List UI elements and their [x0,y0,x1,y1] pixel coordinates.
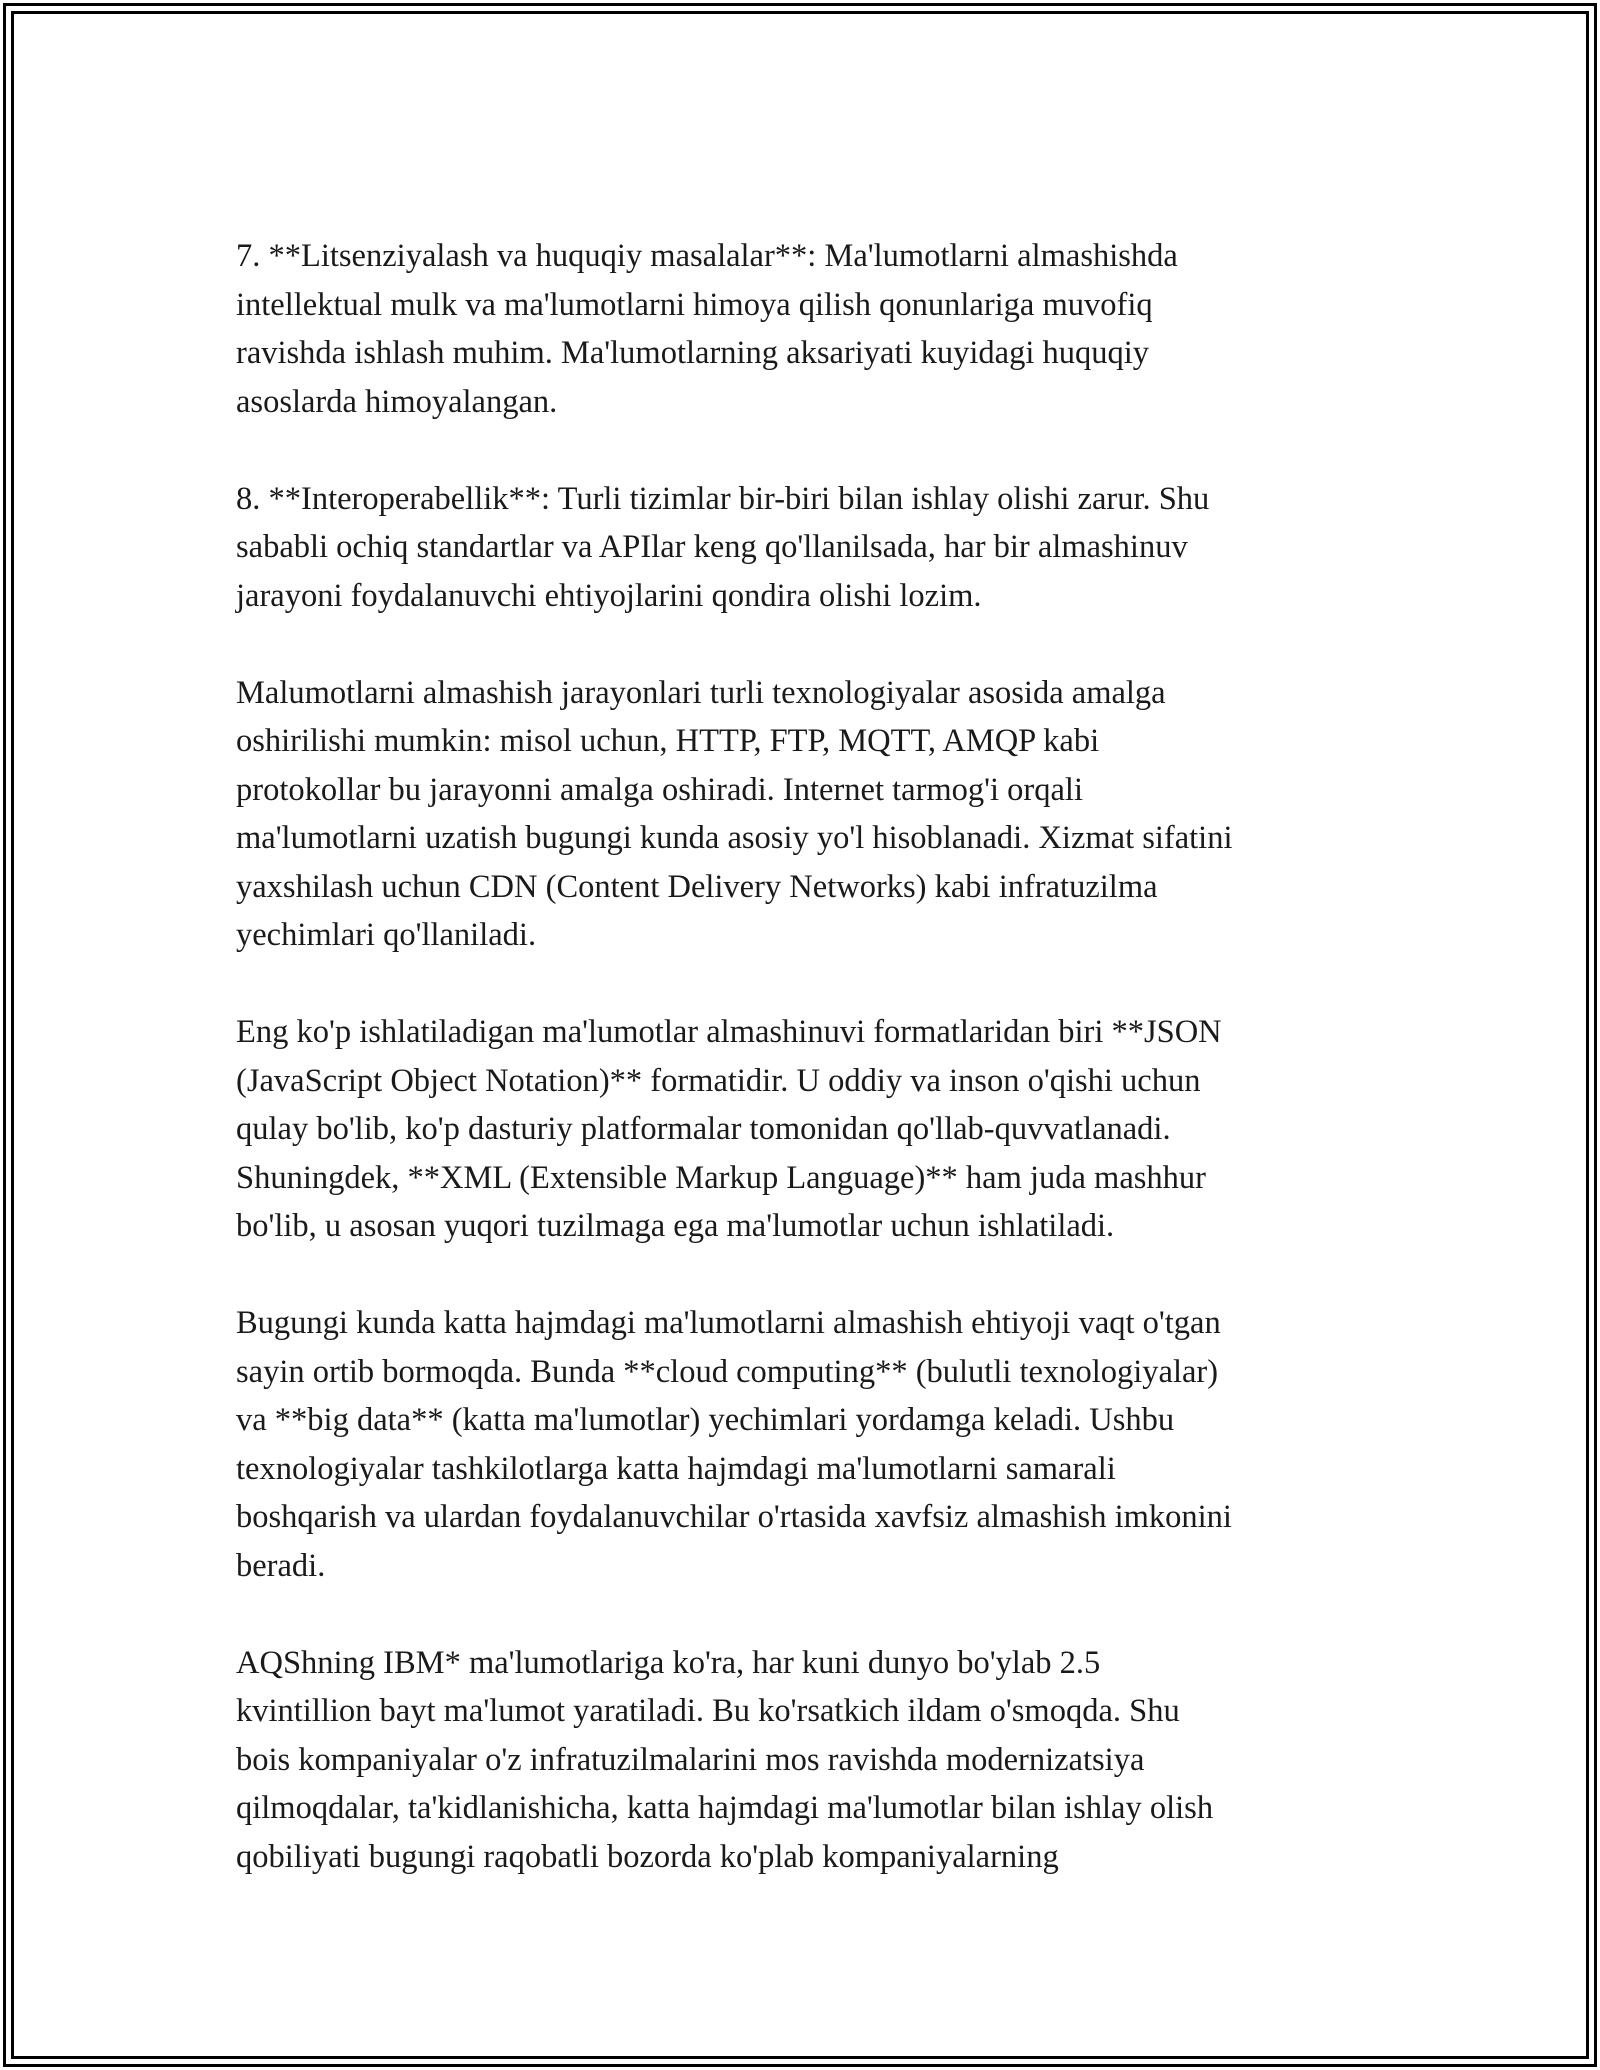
text-line: 7. **Litsenziyalash va huquqiy masalalar**: Ma'lumotlarni almashishda [236,238,1178,274]
text-line: qulay bo'lib, ko'p dasturiy platformalar tomonidan qo'llab-quvvatlanadi. [236,1111,1171,1147]
text-line: Malumotlarni almashish jarayonlari turli texnologiyalar asosida amalga [236,674,1166,711]
document-body [236,232,1376,1881]
paragraph [236,1299,1376,1590]
paragraph [236,1008,1376,1251]
text-line: sababli ochiq standartlar va APIlar keng qo'llanilsada, har bir almashinuv [236,529,1188,565]
text-line: (JavaScript Object Notation)** formatidir. U oddiy va inson o'qishi uchun [236,1062,1201,1099]
text-line: Bugungi kunda katta hajmdagi ma'lumotlarni almashish ehtiyoji vaqt o'tgan [236,1305,1221,1341]
text-line: Eng ko'p ishlatiladigan ma'lumotlar almashinuvi formatlaridan biri **JSON [236,1014,1222,1050]
paragraph [236,232,1376,426]
text-line: texnologiyalar tashkilotlarga katta hajmdagi ma'lumotlarni samarali [236,1450,1116,1487]
text-line: asoslarda himoyalangan. [236,383,558,420]
text-line: 8. **Interoperabellik**: Turli tizimlar bir-biri bilan ishlay olishi zarur. Shu [236,480,1210,517]
text-line: bo'lib, u asosan yuqori tuzilmaga ega ma'lumotlar uchun ishlatiladi. [236,1208,1115,1244]
text-line: intellektual mulk va ma'lumotlarni himoya qilish qonunlariga muvofiq [236,286,1153,323]
text-line: ravishda ishlash muhim. Ma'lumotlarning aksariyati kuyidagi huquqiy [236,335,1150,371]
text-line: boshqarish va ulardan foydalanuvchilar o'rtasida xavfsiz almashish imkonini [236,1499,1232,1535]
text-line: qobiliyati bugungi raqobatli bozorda ko'plab kompaniyalarning [236,1838,1059,1875]
text-line: bois kompaniyalar o'z infratuzilmalarini mos ravishda modernizatsiya [236,1741,1145,1778]
text-line: beradi. [236,1547,326,1584]
text-line: qilmoqdalar, ta'kidlanishicha, katta hajmdagi ma'lumotlar bilan ishlay olish [236,1790,1214,1826]
text-line: ma'lumotlarni uzatish bugungi kunda asosiy yo'l hisoblanadi. Xizmat sifatini [236,820,1233,856]
paragraph [236,669,1376,960]
text-line: protokollar bu jarayonni amalga oshiradi. Internet tarmog'i orqali [236,771,1083,808]
text-line: jarayoni foydalanuvchi ehtiyojlarini qondira olishi lozim. [236,577,982,614]
text-line: Shuningdek, **XML (Extensible Markup Language)** ham juda mashhur [236,1159,1206,1196]
paragraph [236,1639,1376,1882]
text-line: AQShning IBM* ma'lumotlariga ko'ra, har kuni dunyo bo'ylab 2.5 [236,1644,1101,1681]
paragraph [236,475,1376,621]
text-line: yechimlari qo'llaniladi. [236,917,537,953]
text-line: kvintillion bayt ma'lumot yaratiladi. Bu ko'rsatkich ildam o'smoqda. Shu [236,1693,1180,1729]
text-line: yaxshilash uchun CDN (Content Delivery Networks) kabi infratuzilma [236,868,1158,905]
text-line: oshirilishi mumkin: misol uchun, HTTP, FTP, MQTT, AMQP kabi [236,723,1100,759]
text-line: va **big data** (katta ma'lumotlar) yechimlari yordamga keladi. Ushbu [236,1402,1175,1438]
text-line: sayin ortib bormoqda. Bunda **cloud computing** (bulutli texnologiyalar) [236,1353,1219,1390]
